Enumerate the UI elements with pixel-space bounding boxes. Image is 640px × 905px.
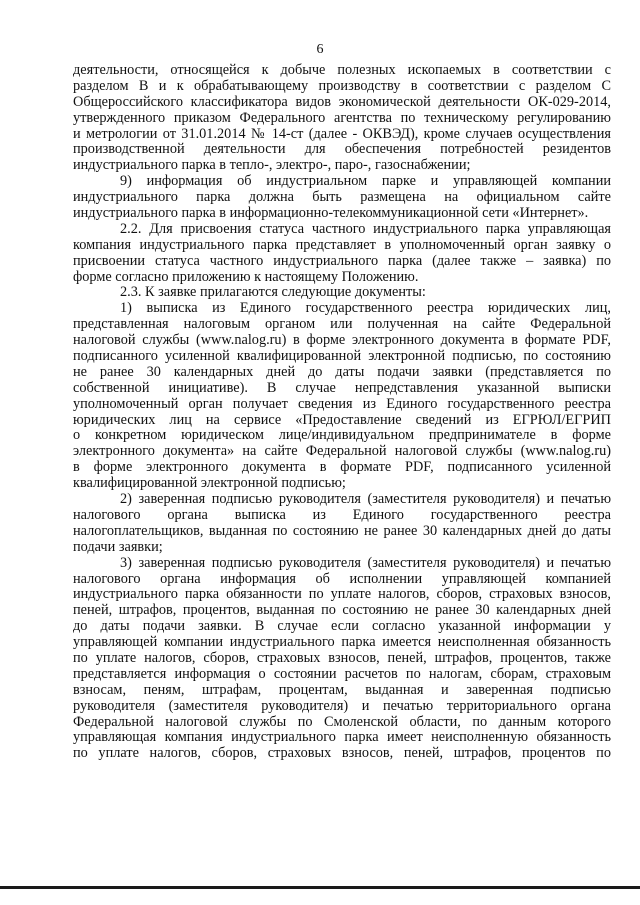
text-line: по уплате налогов, сборов, страховых взносов, пеней, штрафов, процентов, также — [73, 649, 611, 666]
text-line: представляется информация о состоянии расчетов по налогам, сборам, страховым — [73, 665, 611, 682]
text-line: представленная налоговым органом или полученная на сайте Федеральной — [73, 316, 611, 333]
text-line: 2) заверенная подписью руководителя (заместителя руководителя) и печатью — [120, 491, 611, 508]
text-line: деятельности, относящейся к добыче полезных ископаемых в соответствии с — [73, 62, 611, 78]
text-line: до даты подачи заявки. В случае если согласно указанной информации у — [73, 618, 611, 635]
text-line: индустриального парка должна быть размещена на официальном сайте — [73, 189, 611, 206]
text-line: электронного документа» на сайте Федеральной налоговой службы (www.nalog.ru) — [73, 443, 611, 460]
text-line: 2.3. К заявке прилагаются следующие документы: — [120, 284, 426, 301]
text-line: подачи заявки; — [73, 538, 163, 555]
text-line: управляющая компания индустриального парка имеет неисполненную обязанность — [73, 729, 611, 746]
text-line: индустриального парка обязанности по уплате налогов, сборов, страховых взносов, — [73, 586, 611, 603]
text-line: подписанного усиленной квалифицированной электронной подписью, по состоянию — [73, 348, 611, 365]
document-body — [73, 63, 611, 762]
text-line: налоговой службы (www.nalog.ru) в форме электронного документа в формате PDF, — [73, 332, 611, 349]
text-line: налогового органа информация об исполнении управляющей компанией — [73, 570, 611, 587]
text-line: и метрологии от 31.01.2014 № 14-ст (далее - ОКВЭД), кроме случаев осуществления — [73, 125, 611, 142]
text-line: Общероссийского классификатора видов экономической деятельности ОК-029-2014, — [73, 93, 611, 110]
text-line: 1) выписка из Единого государственного реестра юридических лиц, — [120, 300, 611, 317]
text-line: налогового органа выписка из Единого государственного реестра — [73, 506, 611, 523]
text-line: 2.2. Для присвоения статуса частного индустриального парка управляющая — [120, 220, 611, 237]
scan-bottom-edge — [0, 886, 640, 889]
text-line: разделом В и к обрабатывающему производству в соответствии с разделом С — [73, 77, 611, 94]
text-line: утвержденного приказом Федерального агентства по техническому регулированию — [73, 109, 611, 126]
text-line: 3) заверенная подписью руководителя (заместителя руководителя) и печатью — [120, 554, 611, 571]
text-line: индустриального парка в тепло-, электро-, паро-, газоснабжении; — [73, 157, 471, 174]
text-line: взносам, пеням, штрафам, процентам, выданная и заверенная подписью — [73, 681, 611, 698]
text-line: присвоении статуса частного индустриального парка (далее также – заявка) по — [73, 252, 611, 269]
page-number: 6 — [316, 42, 324, 57]
text-line: 9) информация об индустриальном парке и управляющей компании — [120, 173, 611, 190]
text-line: о конкретном юридическом лице/индивидуальном предпринимателе в форме — [73, 427, 611, 444]
text-line: управляющей компании индустриального парка имеется неисполненная обязанность — [73, 634, 611, 651]
text-line: производственной деятельности для обеспечения потребностей резидентов — [73, 141, 611, 158]
text-line: квалифицированной электронной подписью; — [73, 475, 346, 492]
text-line: форме согласно приложению к настоящему Положению. — [73, 268, 419, 285]
text-line: компания индустриального парка представляет в уполномоченный орган заявку о — [73, 236, 611, 253]
text-line: уполномоченный орган получает сведения из Единого государственного реестра — [73, 395, 611, 412]
text-line: не ранее 30 календарных дней до даты подачи заявки (представляется по — [73, 363, 611, 380]
text-line: в форме электронного документа в формате PDF, подписанного усиленной — [73, 459, 611, 476]
text-line: пеней, штрафов, процентов, выданная по состоянию не ранее 30 календарных дней — [73, 602, 611, 619]
text-line: юридических лиц на сервисе «Предоставление сведений из ЕГРЮЛ/ЕГРИП — [73, 411, 611, 428]
text-line: Федеральной налоговой службы по Смоленской области, по данным которого — [73, 713, 611, 730]
text-line: налогоплательщиков, выданная по состоянию не ранее 30 календарных дней до даты — [73, 522, 611, 539]
text-line: по уплате налогов, сборов, страховых взносов, пеней, штрафов, процентов по — [73, 745, 611, 762]
text-line: собственной инициативе). В случае непредставления указанной выписки — [73, 379, 611, 396]
text-line: индустриального парка в информационно-телекоммуникационной сети «Интернет». — [73, 205, 589, 222]
text-line: руководителя (заместителя руководителя) и печатью территориального органа — [73, 697, 611, 714]
